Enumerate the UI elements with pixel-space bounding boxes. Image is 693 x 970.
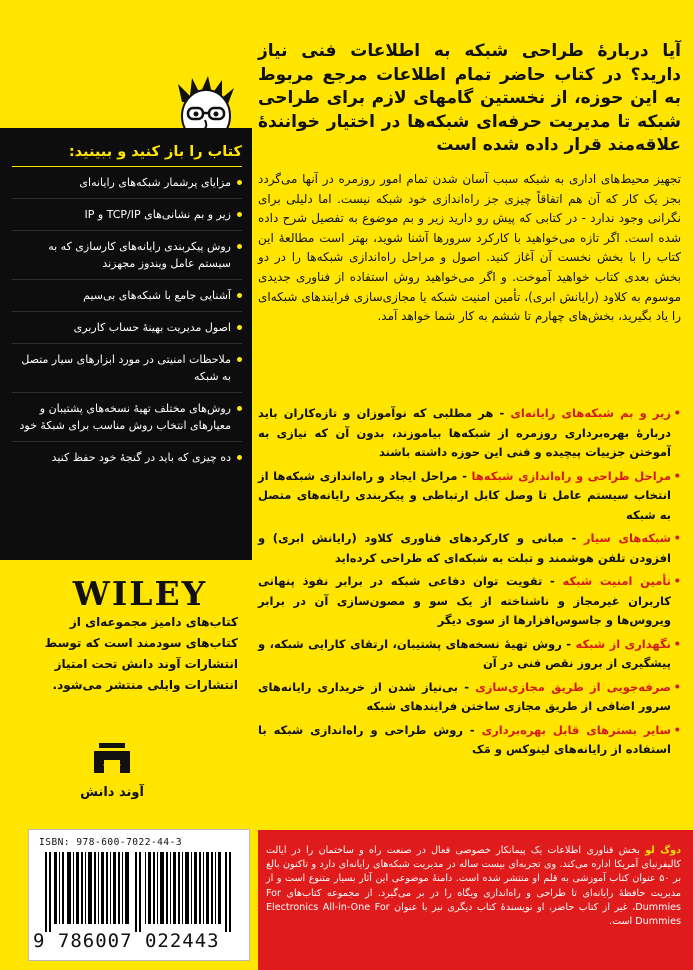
topics-list — [258, 404, 681, 764]
barcode-box — [28, 829, 250, 961]
right-column — [258, 0, 693, 970]
features-panel — [0, 128, 252, 560]
features-list — [12, 174, 242, 480]
author-box — [258, 830, 693, 970]
topic-title: نگهداری از شبکه — [575, 636, 671, 651]
publisher-name: آوند دانش — [80, 785, 144, 800]
barcode-icon — [45, 852, 235, 932]
feature-item: اصول مدیریت بهینهٔ حساب کاربری — [12, 319, 242, 344]
barcode-digits: 9 786007 022443 — [33, 930, 220, 952]
feature-item: روش پیکربندی رایانه‌های کارسازی که به سیستم عامل ویندوز مجهزند — [12, 238, 242, 280]
isbn-label: ISBN: 978-600-7022-44-3 — [39, 837, 183, 848]
author-name: دوگ لو — [645, 845, 681, 856]
body-paragraph: تجهیز محیط‌های اداری به شبکه سبب آسان شدن تمام امور روزمره در آنها می‌گردد بجز یک کار که آن هم اتفاقاً چیزی جز راه‌اندازی خود شبکه نیست. اما دلیلی برای نگرانی وجود ندارد - در کتابی که پیش رو دارید زیر و بم موضوع به تفصیل شرح داده شده است. اگر تازه می‌خواهید با کارکرد سرورها آشنا شوید، بهتر است مطالعهٔ این کتاب را با بخش نخست آن آغاز کنید. اصول و مراحل راه‌اندازی شبکه‌ها را در دو بخش بعدی کتاب خواهید آموخت. و اگر می‌خواهید روش استفاده از فناوری جدیدی موسوم به کلاود (رایانش ابری)، تأمین امنیت شبکه یا مجازی‌سازی فرایندهای شبکه‌ای را یاد بگیرید، بخش‌های چهارم تا ششم به کار شما خواهد آمد. — [258, 172, 681, 324]
topic-item — [258, 572, 681, 631]
topic-title: سایر بسترهای قابل بهره‌برداری — [481, 722, 671, 737]
avand-danesh-logo-icon — [90, 740, 134, 776]
topic-text: - بی‌نیاز شدن از خریداری رایانه‌های سرور اضافی از طریق مجازی ساختن فرایندهای شبکه — [258, 679, 671, 713]
feature-item: زیر و بم نشانی‌های TCP/IP و IP — [12, 206, 242, 231]
panel-title: کتاب را باز کنید و ببینید: — [12, 144, 242, 167]
topic-title: زیر و بم شبکه‌های رایانه‌ای — [510, 406, 671, 420]
author-bio — [266, 844, 681, 929]
topic-item — [258, 529, 681, 568]
topic-text: - تقویت توان دفاعی شبکه در برابر نفوذ پنهانی کاربران غیرمجاز و ناشناخته از یک سو و مصون‌سازی آن در برابر ویروس‌ها و جاسوس‌افزارها از سوی دیگر — [258, 574, 671, 627]
topic-item — [258, 404, 681, 463]
topic-text: - روش طراحی و راه‌اندازی شبکه با استفاده از رایانه‌های لینوکس و مَک — [258, 722, 671, 756]
topic-text: - مراحل ایجاد و راه‌اندازی شبکه‌ها از انتخاب سیستم عامل تا وصل کابل ارتباطی و پیکربندی رایانه‌های متصل به شبکه — [258, 468, 671, 522]
topic-text: - هر مطلبی که نوآموزان و تازه‌کاران باید دربارهٔ بهره‌برداری روزمره از شبکه‌ها بیاموزند، بدون آن که نیازی به آموختن جزییات پیچیده و فنی این حوزه داشته باشند — [258, 406, 671, 459]
publisher-statement: کتاب‌های دامیز مجموعه‌ای از کتاب‌های سودمند است که توسط انتشارات آوند دانش تحت امتیاز انتشارات وایلی منتشر می‌شود. — [44, 615, 238, 692]
topic-text: - مبانی و کارکردهای فناوری کلاود (رایانش ابری) و افزودن تلفن هوشمند و تبلت به شبکه‌ای که طراحی کرده‌اید — [258, 531, 671, 565]
feature-item: ده چیزی که باید در گنجهٔ خود حفظ کنید — [12, 449, 242, 473]
author-text: بخش فناوری اطلاعات یک پیمانکار خصوصی فعال در صنعت راه و ساختمان را در ایالت کالیفرنیای آمریکا اداره می‌کند. وی تجربه‌ای بیست ساله در مدیریت شبکه‌های رایانه‌ای دارد و تاکنون بالغ بر ۵۰ عنوان کتاب آموزشی به قلم او منتشر شده است. دامنهٔ موضوعی این آثار بسیار متنوع است و از مدیریت حافظهٔ رایانه‌ای تا طراحی و راه‌اندازی ویگاه را در بر می‌گیرد. از مجموعه کتاب‌های For Dummies، غیر از کتاب حاضر، او نویسندهٔ کتاب دیگری نیز با عنوان Electronics All-in-One For Dummies است. — [266, 845, 682, 928]
intro-heading: آیا دربارهٔ طراحی شبکه به اطلاعات فنی نیاز دارید؟ در کتاب حاضر تمام اطلاعات مرجع مربوط به این حوزه، از نخستین گامهای لازم برای طراحی شبکه تا مدیریت حرفه‌ای شبکه‌ها در اختیار خوانندهٔ علاقه‌مند قرار داده شده است — [258, 41, 681, 155]
topic-title: مراحل طراحی و راه‌اندازی شبکه‌ها — [471, 468, 671, 483]
feature-item: ملاحظات امنیتی در مورد ابزارهای سیار متصل به شبکه — [12, 351, 242, 393]
topic-item — [258, 467, 681, 526]
feature-item: روش‌های مختلف تهیهٔ نسخه‌های پشتیبان و معیارهای انتخاب روش مناسب برای شبکهٔ خود — [12, 400, 242, 442]
topic-item — [258, 635, 681, 674]
left-column — [0, 0, 252, 970]
topic-text: - روش تهیهٔ نسخه‌های پشتیبان، ارتقای کارایی شبکه، و پیشگیری از بروز نقص فنی در آن — [258, 636, 671, 670]
topic-title: شبکه‌های سیار — [583, 531, 671, 545]
topic-item — [258, 721, 681, 760]
topic-title: تأمین امنیت شبکه — [562, 574, 671, 588]
feature-item: مزایای پرشمار شبکه‌های رایانه‌ای — [12, 174, 242, 199]
topic-title: صرفه‌جویی از طریق مجازی‌سازی — [475, 679, 672, 694]
feature-item: آشنایی جامع با شبکه‌های بی‌سیم — [12, 287, 242, 312]
topic-item — [258, 678, 681, 717]
wiley-logo: WILEY — [72, 574, 208, 613]
